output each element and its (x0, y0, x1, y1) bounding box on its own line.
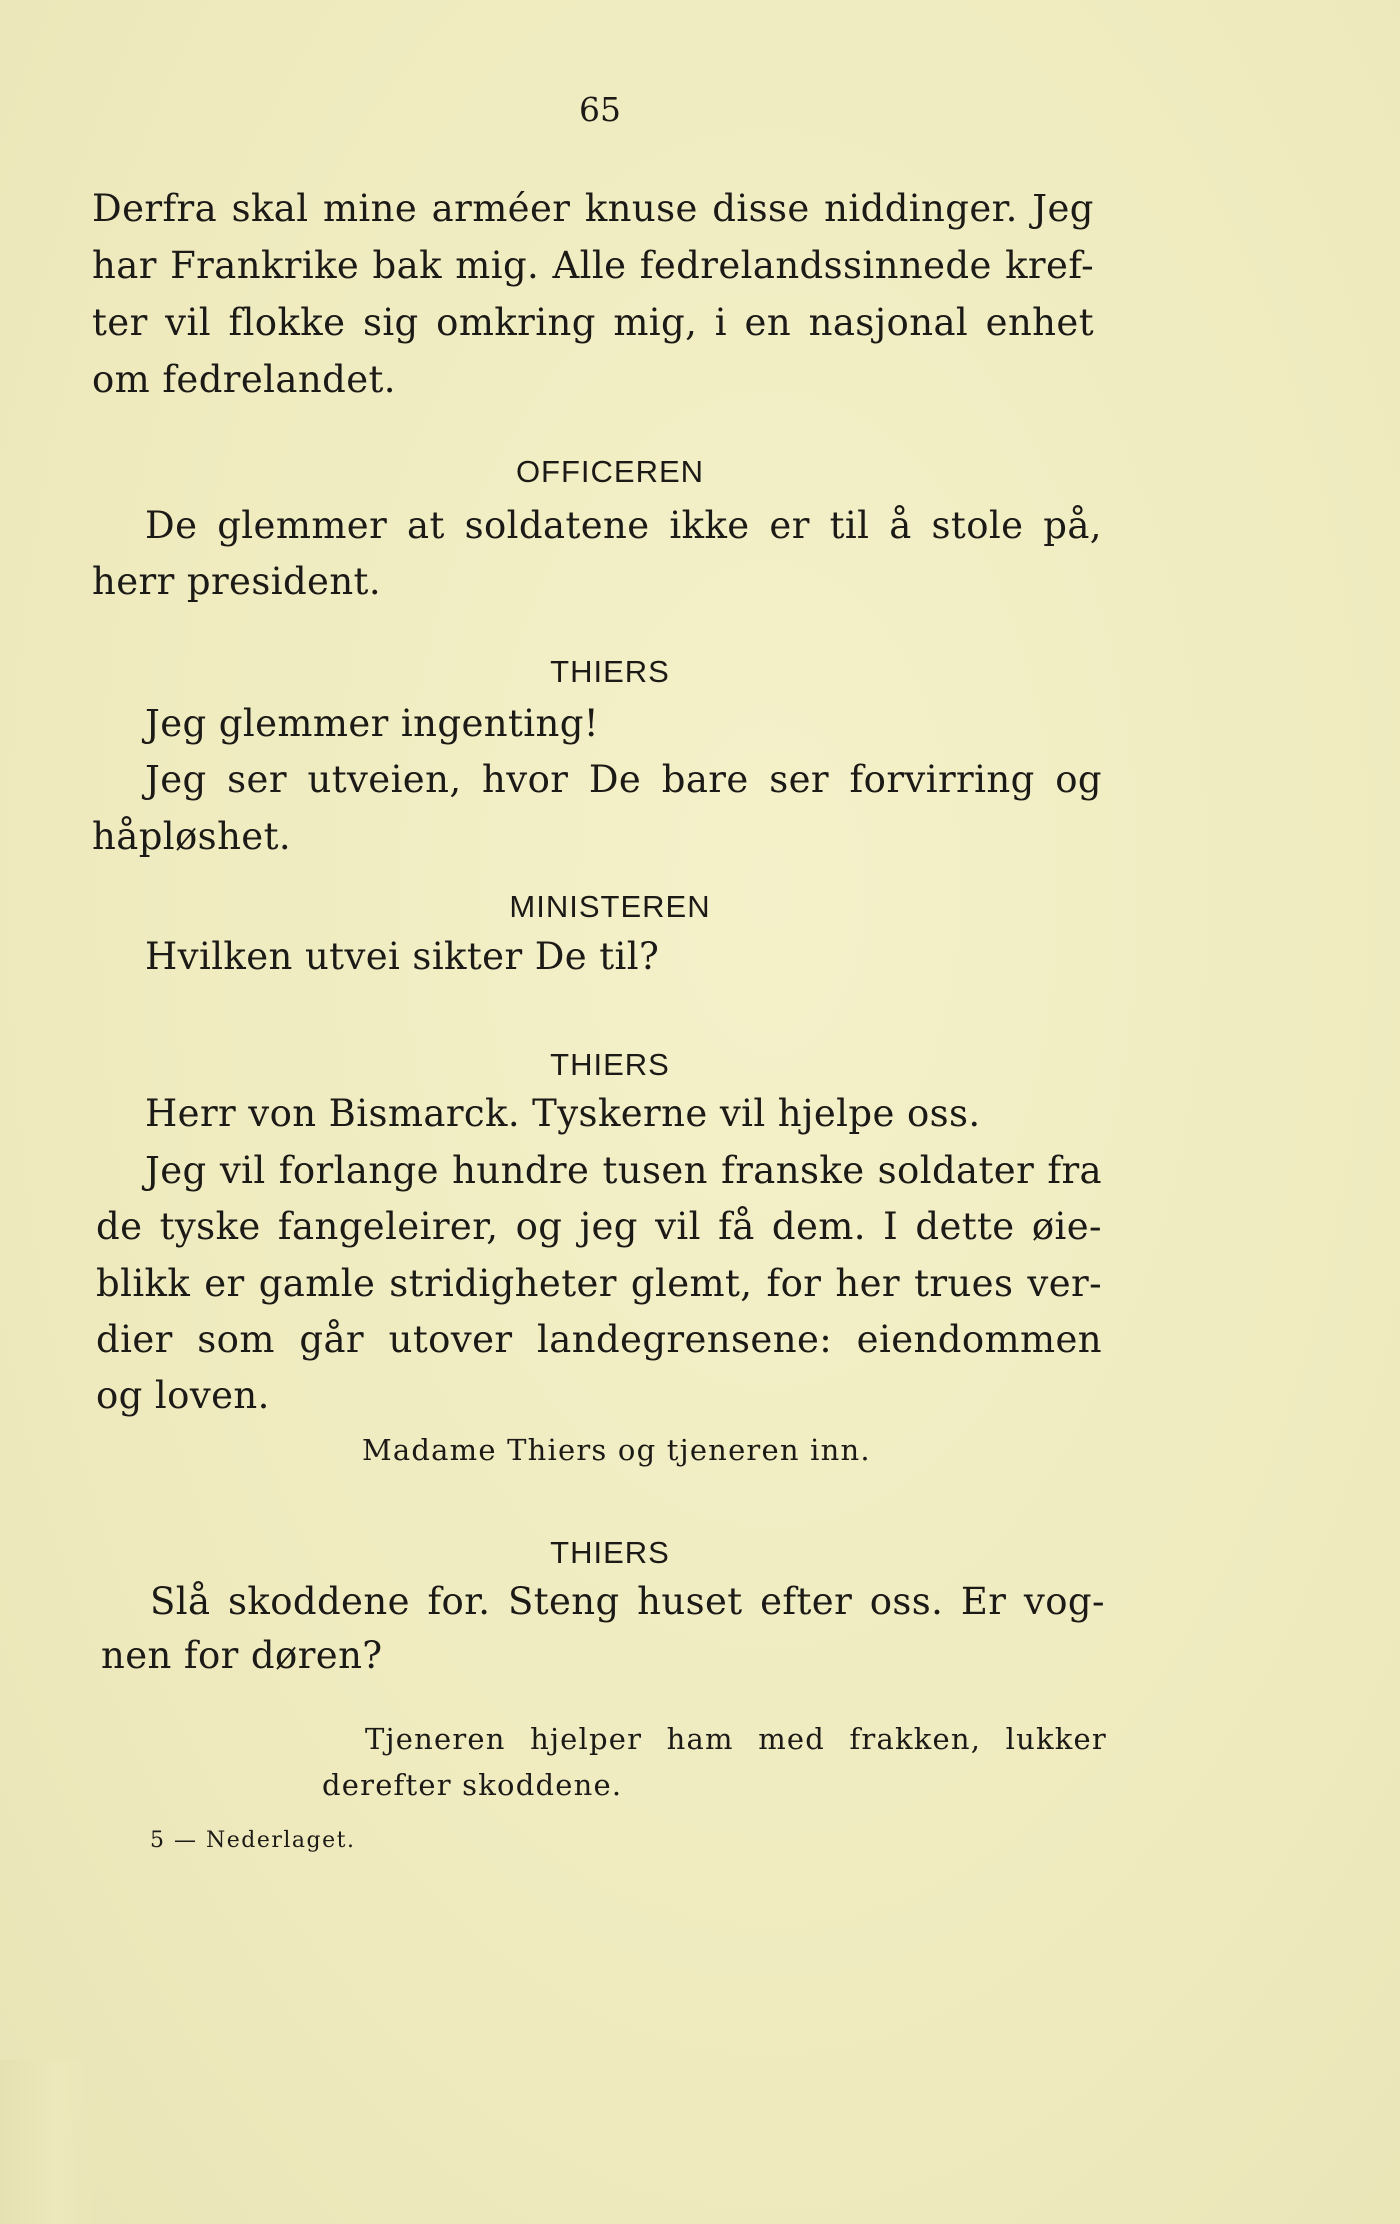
speaker-name: THIERS (550, 654, 670, 689)
word: Jeg (1032, 187, 1094, 230)
word: jeg (579, 1205, 638, 1248)
page-edge-shading (0, 2060, 95, 2224)
word: Er (960, 1580, 1007, 1623)
word: ser (769, 758, 830, 801)
word: få (718, 1205, 755, 1248)
text-line: Hvilken utvei sikter De til? (145, 935, 660, 978)
word: Jeg (145, 1149, 207, 1192)
word: Steng (507, 1580, 620, 1623)
word: hvor (482, 758, 569, 801)
word: en (744, 301, 792, 344)
speaker-name: THIERS (550, 1047, 670, 1082)
word: øie- (1031, 1205, 1102, 1248)
word: vil (165, 301, 211, 344)
text-line: herr president. (92, 560, 381, 603)
word: dette (915, 1205, 1015, 1248)
word: utover (388, 1318, 513, 1361)
word: til (829, 504, 870, 547)
word: Jeg (145, 758, 207, 801)
word: stole (931, 504, 1024, 547)
stage-direction: Madame Thiers og tjeneren inn. (362, 1433, 871, 1467)
word: i (714, 301, 728, 344)
word: soldatene (464, 504, 650, 547)
word: bare (661, 758, 749, 801)
word: fra (1047, 1149, 1102, 1192)
word: sig (362, 301, 419, 344)
word: franske (721, 1149, 865, 1192)
word: blikk (96, 1262, 191, 1305)
page-number: 65 (579, 90, 621, 129)
word: soldater (877, 1149, 1035, 1192)
word: oss. (869, 1580, 944, 1623)
word: arméer (431, 187, 571, 230)
word: ser (227, 758, 287, 801)
word: for (766, 1262, 822, 1305)
word: med (758, 1722, 826, 1756)
word: enhet (985, 301, 1094, 344)
word: tyske (159, 1205, 261, 1248)
word: efter (760, 1580, 853, 1623)
text-line: og loven. (96, 1374, 270, 1417)
word: er (769, 504, 810, 547)
word: som (197, 1318, 275, 1361)
word: vil (219, 1149, 266, 1192)
text-line (96, 1316, 1102, 1364)
word: Frankrike (170, 244, 360, 287)
text-line (145, 1147, 1102, 1195)
word: ter (92, 301, 148, 344)
word: skoddene (228, 1580, 410, 1623)
word: dier (96, 1318, 173, 1361)
word: frakken, (849, 1722, 982, 1756)
text-line (96, 1203, 1102, 1251)
word: er (204, 1262, 245, 1305)
word: går (299, 1318, 365, 1361)
word: utveien, (307, 758, 462, 801)
text-line: håpløshet. (92, 815, 292, 858)
word: forlange (278, 1149, 439, 1192)
stage-direction: derefter skoddene. (322, 1768, 623, 1802)
word: for. (427, 1580, 491, 1623)
word: på, (1043, 504, 1102, 547)
text-line: Herr von Bismarck. Tyskerne vil hjelpe oss. (145, 1092, 981, 1135)
word: fangeleirer, (277, 1205, 499, 1248)
text-line (92, 299, 1094, 347)
word: de (96, 1205, 143, 1248)
word: Derfra (92, 187, 218, 230)
word: ver- (1027, 1262, 1102, 1305)
word: hundre (452, 1149, 590, 1192)
word: ikke (669, 504, 750, 547)
word: mig. (455, 244, 540, 287)
word: I (883, 1205, 899, 1248)
word: Alle (552, 244, 627, 287)
word: stridigheter (389, 1262, 617, 1305)
word: mig, (613, 301, 698, 344)
word: knuse (584, 187, 698, 230)
word: å (889, 504, 912, 547)
word: har (92, 244, 157, 287)
word: landegrensene: (537, 1318, 833, 1361)
text-line: nen for døren? (101, 1634, 383, 1677)
word: huset (637, 1580, 743, 1623)
speaker-name: THIERS (550, 1535, 670, 1570)
signature-mark: 5 — Nederlaget. (150, 1828, 356, 1853)
word: disse (712, 187, 810, 230)
stage-direction (365, 1719, 1107, 1759)
word: bak (372, 244, 442, 287)
word: og (515, 1205, 563, 1248)
text-line (145, 502, 1102, 550)
word: De (145, 504, 198, 547)
word: skal (231, 187, 309, 230)
text-line (96, 1260, 1102, 1308)
word: Tjeneren (365, 1722, 506, 1756)
text-line (92, 185, 1094, 233)
word: glemmer (217, 504, 388, 547)
word: omkring (436, 301, 596, 344)
word: kref- (1005, 244, 1094, 287)
word: niddinger. (824, 187, 1018, 230)
word: flokke (228, 301, 346, 344)
word: eiendommen (856, 1318, 1102, 1361)
word: dem. (771, 1205, 866, 1248)
text-line: om fedrelandet. (92, 358, 396, 401)
word: Slå (150, 1580, 211, 1623)
word: lukker (1005, 1722, 1107, 1756)
word: gamle (258, 1262, 376, 1305)
word: at (407, 504, 445, 547)
word: hjelper (530, 1722, 643, 1756)
word: trues (914, 1262, 1014, 1305)
speaker-name: OFFICEREN (515, 454, 705, 489)
word: ham (666, 1722, 734, 1756)
text-line (92, 242, 1094, 290)
word: her (835, 1262, 901, 1305)
word: mine (322, 187, 418, 230)
word: fedrelandssinnede (639, 244, 992, 287)
text-line (150, 1578, 1105, 1626)
text-line (145, 756, 1102, 804)
word: forvirring (849, 758, 1035, 801)
word: vil (655, 1205, 701, 1248)
word: tusen (602, 1149, 708, 1192)
word: og (1055, 758, 1102, 801)
word: De (588, 758, 642, 801)
word: glemt, (630, 1262, 753, 1305)
word: vog- (1023, 1580, 1105, 1623)
speaker-name: MINISTEREN (509, 889, 711, 924)
text-line: Jeg glemmer ingenting! (145, 702, 600, 745)
word: nasjonal (808, 301, 969, 344)
